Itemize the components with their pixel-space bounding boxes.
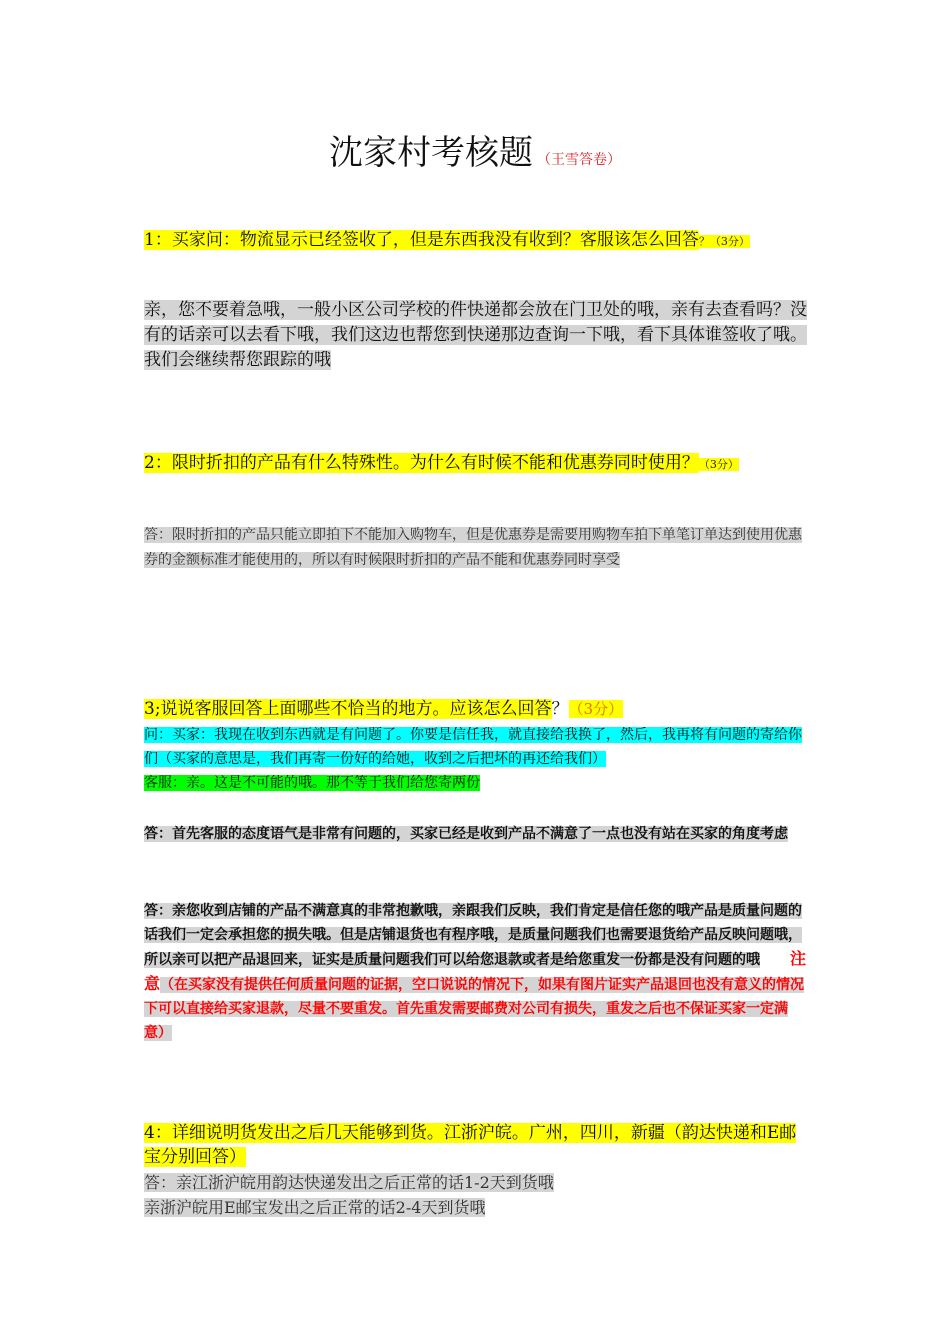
- question-2: [144, 451, 808, 477]
- question-3-mark: ？: [551, 699, 569, 719]
- answer-3-part-2-text: 答：亲您收到店铺的产品不满意真的非常抱歉哦，亲跟我们反映，我们肯定是信任您的哦产品是质量问题的话我们一定会承担您的损失哦。但是店铺退货也有程序哦，是质量问题我们也需要退货给产品反映问题哦，所以亲可以把产品退回来，证实是质量问题我们可以给您退款或者是给您重发一份都是没有问题的哦: [144, 903, 802, 968]
- question-4: [144, 1121, 808, 1169]
- answer-3-part-1: [144, 822, 808, 846]
- answer-4: [144, 1170, 808, 1220]
- answer-3-part-1-text: 答：首先客服的态度语气是非常有问题的，买家已经是收到产品不满意了一点也没有站在买家的角度考虑: [144, 826, 788, 842]
- question-1: [144, 228, 808, 254]
- question-4-text: 4：详细说明货发出之后几天能够到货。江浙沪皖。广州，四川，新疆（韵达快递和E邮宝分别回答）: [144, 1123, 797, 1167]
- answer-2-text: 答：限时折扣的产品只能立即拍下不能加入购物车，但是优惠券是需要用购物车拍下单笔订单达到使用优惠券的金额标准才能使用的，所以有时候限时折扣的产品不能和优惠券同时享受: [144, 527, 802, 568]
- note-text: （在买家没有提供任何质量问题的证据，空口说说的情况下，如果有图片证实产品退回也没有意义的情况下可以直接给买家退款，尽量不要重发。首先重发需要邮费对公司有损失，重发之后也不保证买家一定满意）: [144, 977, 805, 1041]
- buyer-message: 问：买家：我现在收到东西就是有问题了。你要是信任我，就直接给我换了，然后，我再将有问题的寄给你们（买家的意思是，我们再寄一份好的给她，收到之后把坏的再还给我们）: [144, 727, 802, 767]
- answer-4-line-2: 亲浙沪皖用E邮宝发出之后正常的话2-4天到货哦: [144, 1198, 486, 1217]
- question-3-dialogue: [144, 723, 808, 795]
- subtitle-text: （王雪答卷）: [537, 152, 621, 168]
- title-text: 沈家村考核题: [329, 133, 533, 173]
- question-3-points: （3分）: [568, 700, 624, 718]
- question-2-points: （3分）: [698, 458, 739, 471]
- answer-4-line-1: 答：亲江浙沪皖用韵达快递发出之后正常的话1-2天到货哦: [144, 1173, 554, 1192]
- page-title: [0, 128, 950, 185]
- note-label: 注意: [144, 949, 807, 993]
- answer-1-text: 亲，您不要着急哦，一般小区公司学校的件快递都会放在门卫处的哦，亲有去查看吗？没有的话亲可以去看下哦，我们这边也帮您到快递那边查询一下哦，看下具体谁签收了哦。我们会继续帮您跟踪的哦: [144, 300, 807, 370]
- answer-1: [144, 298, 808, 373]
- service-message: 客服：亲。这是不可能的哦。那不等于我们给您寄两份: [144, 775, 480, 791]
- question-3-text: 3;说说客服回答上面哪些不恰当的地方。应该怎么回答: [144, 699, 552, 719]
- question-1-points: ？（3分）: [698, 235, 750, 248]
- question-2-text: 2：限时折扣的产品有什么特殊性。为什么有时候不能和优惠券同时使用？: [144, 453, 699, 473]
- question-3: [144, 697, 808, 721]
- question-1-text: 1：买家问：物流显示已经签收了，但是东西我没有收到？客服该怎么回答: [144, 230, 699, 250]
- answer-2: [144, 523, 808, 573]
- answer-3-part-2: [144, 899, 808, 1045]
